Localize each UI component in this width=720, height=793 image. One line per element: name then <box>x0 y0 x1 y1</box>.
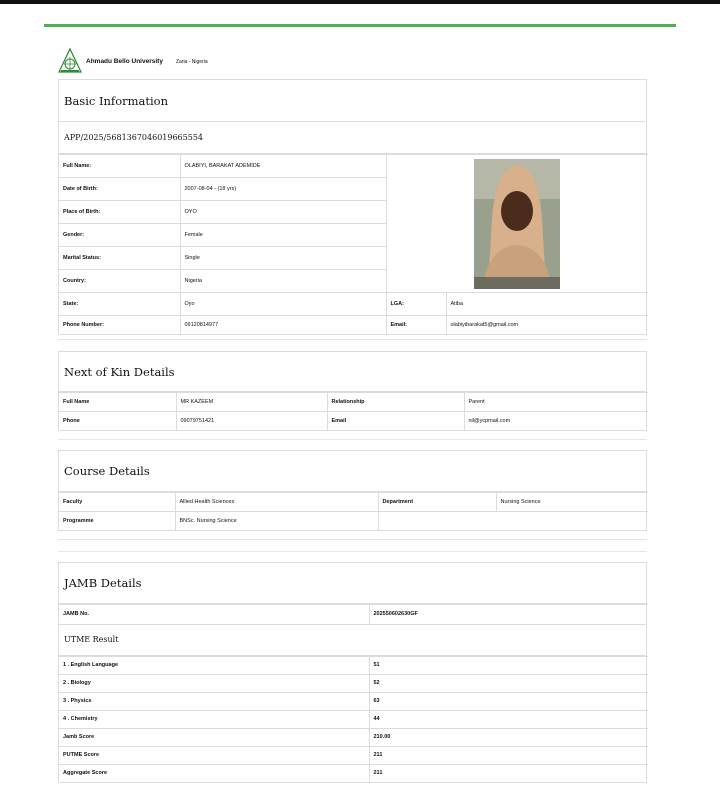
table-row <box>59 746 648 764</box>
table-row <box>59 674 648 692</box>
kin-relationship-label: Relationship <box>327 393 464 412</box>
table-row <box>59 155 648 178</box>
page-header <box>58 48 208 74</box>
empty-cell <box>378 512 648 530</box>
table-row <box>59 512 648 530</box>
result-value: 51 <box>369 656 648 674</box>
university-crest-icon <box>58 48 82 74</box>
kin-email-value: nil@ycpmail.com <box>464 412 648 430</box>
programme-value: BNSc. Nursing Science <box>175 512 378 530</box>
utme-result-title: UTME Result <box>59 624 646 656</box>
result-label: 2 . Biology <box>59 674 369 692</box>
next-of-kin-title: Next of Kin Details <box>59 352 646 392</box>
divider <box>58 539 647 540</box>
field-label: Gender: <box>59 224 180 247</box>
table-row <box>59 493 648 512</box>
result-label: 4 . Chemistry <box>59 710 369 728</box>
field-label: Place of Birth: <box>59 201 180 224</box>
course-details-table <box>59 492 648 530</box>
basic-info-card <box>58 79 647 335</box>
phone-label: Phone Number: <box>59 316 180 334</box>
basic-info-title: Basic Information <box>59 80 646 122</box>
kin-email-label: Email <box>327 412 464 430</box>
application-id: APP/2025/5681367046019665554 <box>59 122 646 154</box>
divider <box>58 439 647 440</box>
field-label: Marital Status: <box>59 247 180 270</box>
email-value: olabiyibarakat5@gmail.com <box>446 316 648 334</box>
result-value: 210.00 <box>369 728 648 746</box>
department-value: Nursing Science <box>496 493 648 512</box>
table-row <box>59 692 648 710</box>
jamb-details-card <box>58 562 647 783</box>
state-value: Oyo <box>180 293 386 316</box>
divider <box>58 551 647 552</box>
result-label: Jamb Score <box>59 728 369 746</box>
table-row <box>59 293 648 316</box>
accent-rule <box>44 24 676 27</box>
result-label: Aggregate Score <box>59 764 369 782</box>
table-row <box>59 605 648 624</box>
table-row <box>59 393 648 412</box>
kin-relationship-value: Parent <box>464 393 648 412</box>
basic-info-table <box>59 154 648 334</box>
result-label: 3 . Physics <box>59 692 369 710</box>
jamb-number-table <box>59 604 648 624</box>
lga-value: Atiba <box>446 293 648 316</box>
kin-name-label: Full Name <box>59 393 176 412</box>
field-value: OYO <box>180 201 386 224</box>
faculty-value: Allied Health Sciences <box>175 493 378 512</box>
field-value: Female <box>180 224 386 247</box>
kin-phone-label: Phone <box>59 412 176 430</box>
university-name: Ahmadu Bello University <box>86 57 163 65</box>
lga-label: LGA: <box>386 293 446 316</box>
next-of-kin-table <box>59 392 648 430</box>
department-label: Department <box>378 493 496 512</box>
table-row <box>59 656 648 674</box>
state-label: State: <box>59 293 180 316</box>
top-bar <box>0 0 720 4</box>
field-value: OLABIYI, BARAKAT ADEMIDE <box>180 155 386 178</box>
result-label: PUTME Score <box>59 746 369 764</box>
jamb-details-title: JAMB Details <box>59 563 646 604</box>
result-value: 211 <box>369 746 648 764</box>
result-value: 63 <box>369 692 648 710</box>
table-row <box>59 764 648 782</box>
next-of-kin-card <box>58 351 647 431</box>
table-row <box>59 710 648 728</box>
kin-phone-value: 09079751421 <box>176 412 327 430</box>
jamb-number-value: 202550602630GF <box>369 605 648 624</box>
field-label: Full Name: <box>59 155 180 178</box>
applicant-photo <box>474 159 560 289</box>
field-value: Nigeria <box>180 270 386 293</box>
result-label: 1 . English Language <box>59 656 369 674</box>
field-label: Country: <box>59 270 180 293</box>
email-label: Email: <box>386 316 446 334</box>
field-value: 2007-08-04 - (18 yrs) <box>180 178 386 201</box>
photo-cell <box>386 155 648 293</box>
jamb-number-label: JAMB No. <box>59 605 369 624</box>
programme-label: Programme <box>59 512 175 530</box>
result-value: 44 <box>369 710 648 728</box>
kin-name-value: MR KAZEEM <box>176 393 327 412</box>
course-details-card <box>58 450 647 531</box>
table-row <box>59 412 648 430</box>
field-label: Date of Birth: <box>59 178 180 201</box>
utme-result-table <box>59 656 648 783</box>
course-details-title: Course Details <box>59 451 646 492</box>
university-location: Zaria - Nigeria <box>175 59 208 65</box>
table-row <box>59 316 648 334</box>
faculty-label: Faculty <box>59 493 175 512</box>
result-value: 52 <box>369 674 648 692</box>
divider <box>58 339 647 340</box>
result-value: 211 <box>369 764 648 782</box>
field-value: Single <box>180 247 386 270</box>
phone-value: 09120814977 <box>180 316 386 334</box>
table-row <box>59 728 648 746</box>
